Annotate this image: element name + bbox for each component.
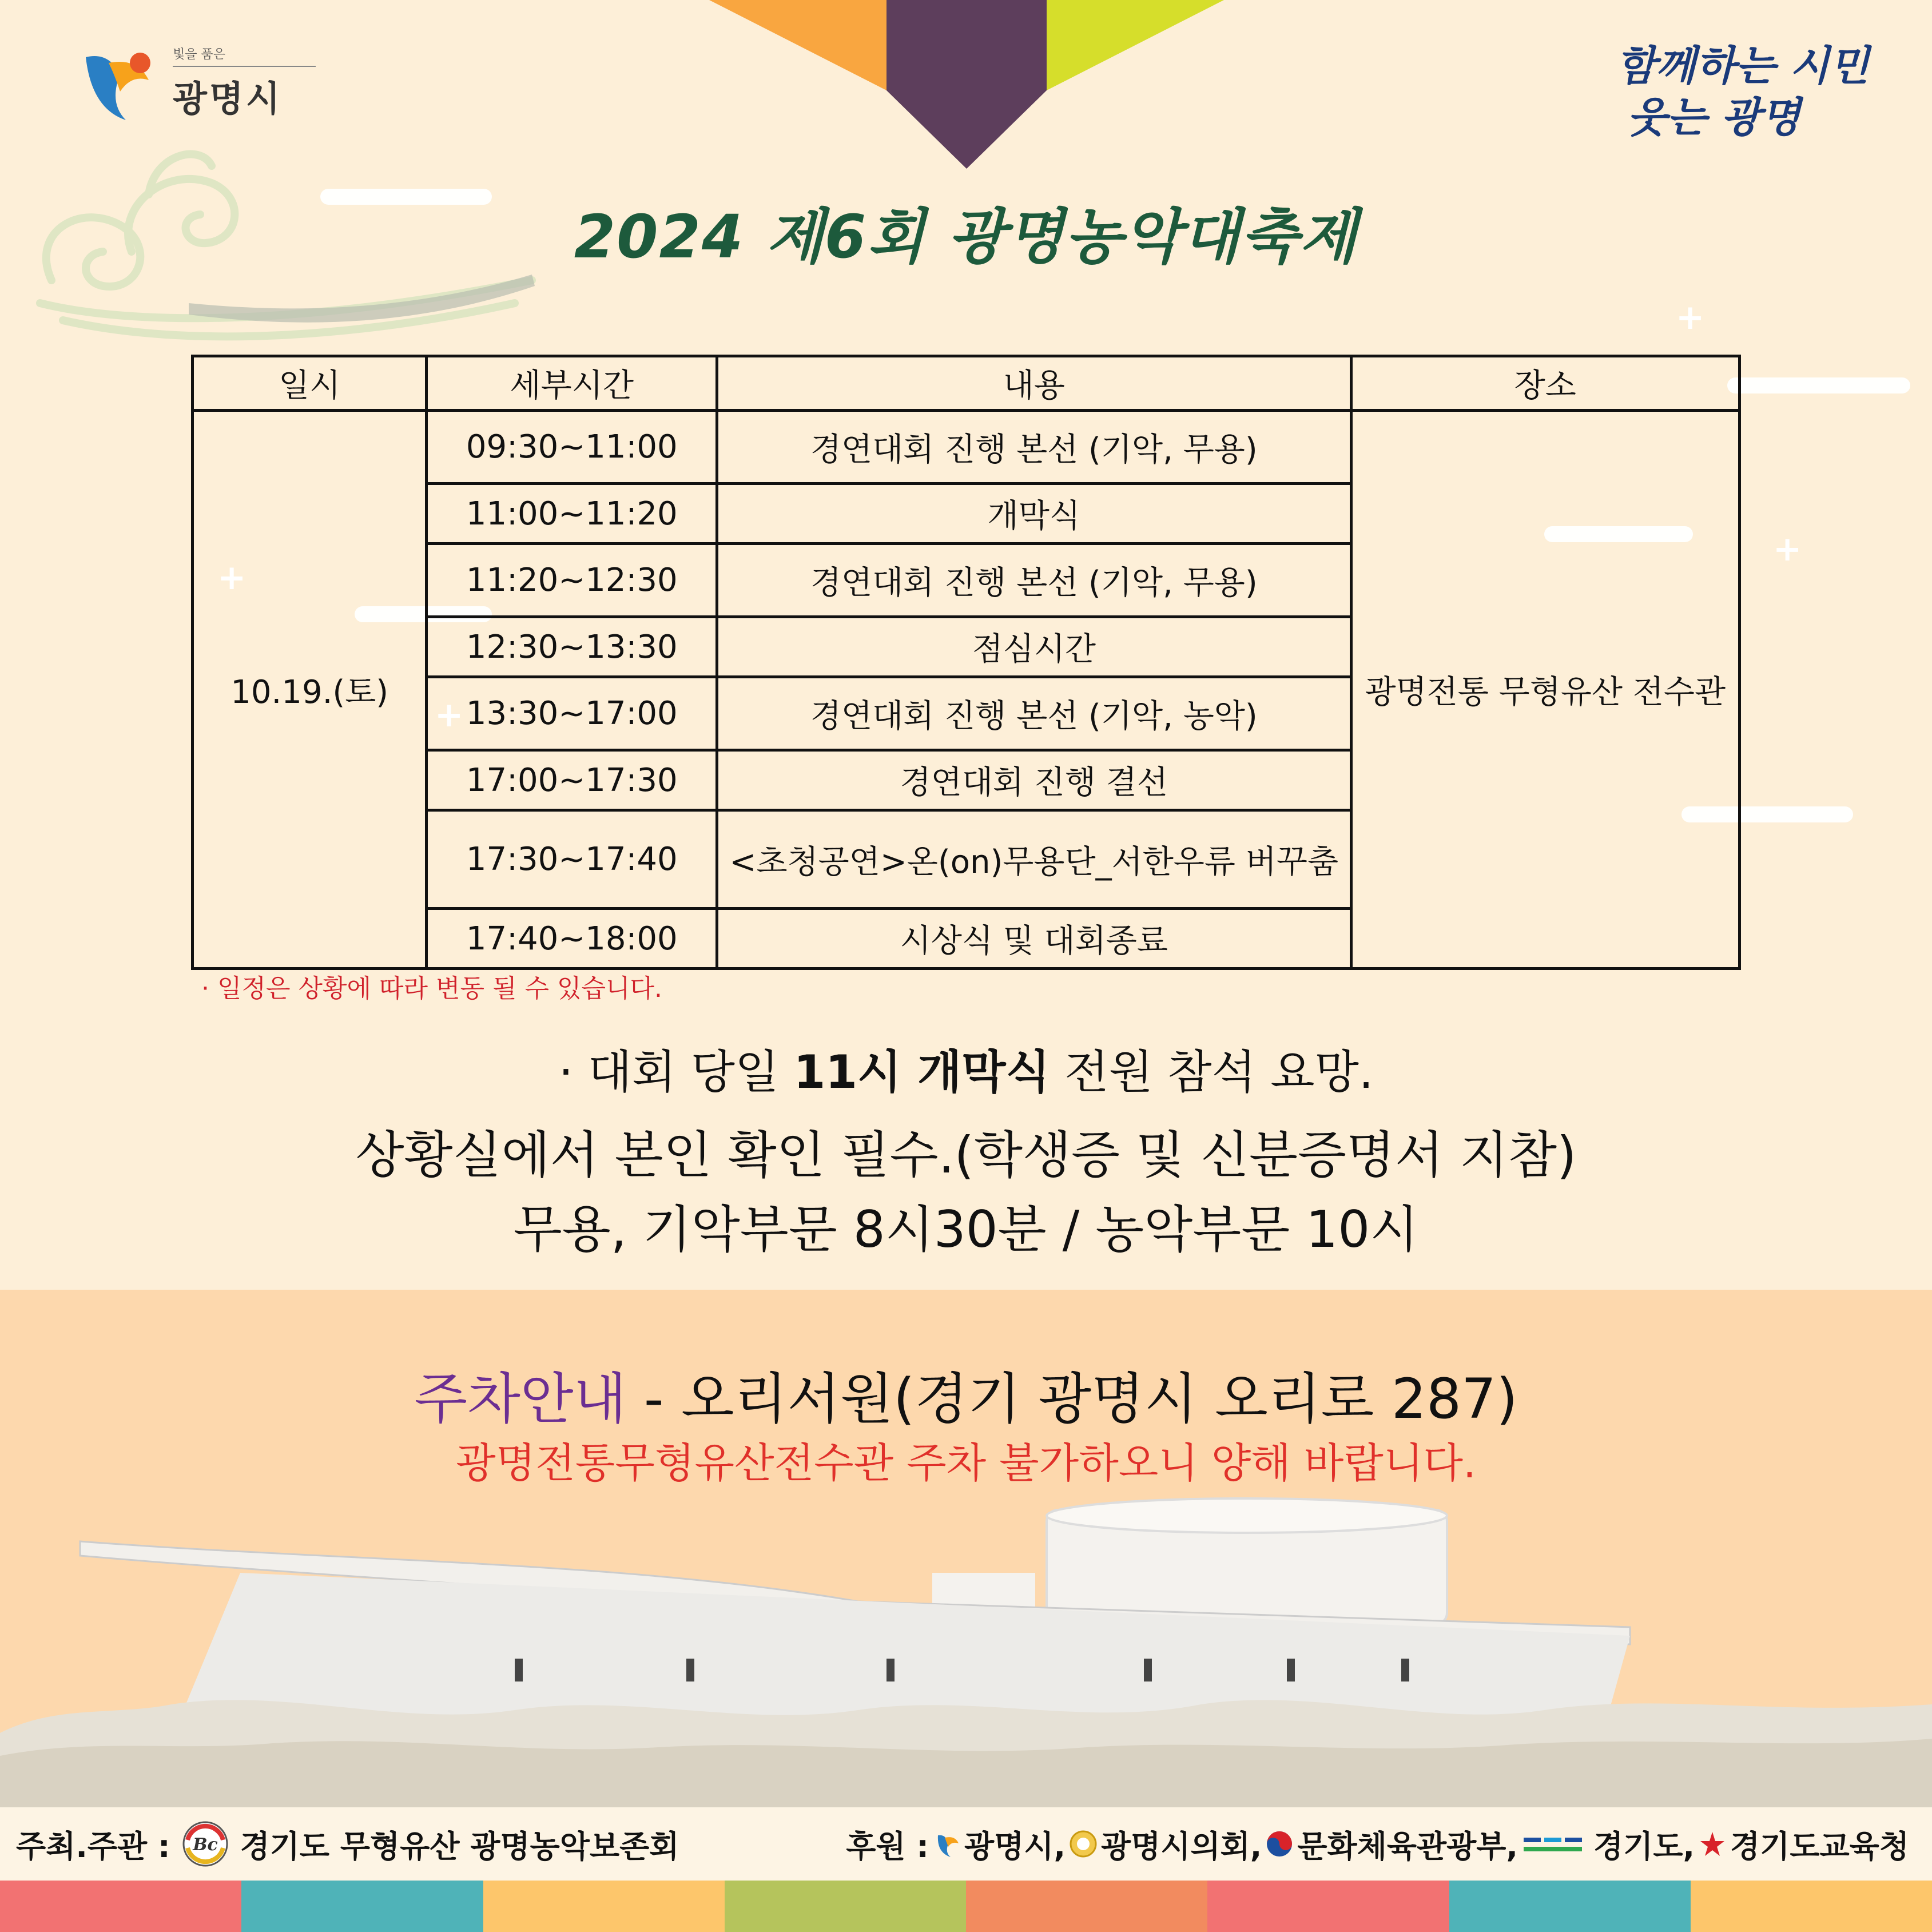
cell-time: 11:20~12:30 [427, 544, 717, 617]
notice-line1-post: 전원 참석 요망. [1050, 1045, 1374, 1099]
sparkle-icon: + [1773, 529, 1802, 569]
logo-name: 광명시 [173, 78, 283, 120]
city-council-emblem-icon [1069, 1830, 1098, 1858]
logo-tagline: 빛을 품은 [173, 45, 316, 67]
header-date: 일시 [193, 356, 427, 411]
color-stripes [0, 1881, 1932, 1932]
parking-warning: 광명전통무형유산전수관 주차 불가하오니 양해 바랍니다. [456, 1439, 1476, 1487]
sponsor-name: 문화체육관광부, [1297, 1828, 1518, 1865]
cell-venue: 광명전통 무형유산 전수관 [1351, 411, 1739, 969]
color-stripe [1691, 1881, 1932, 1932]
cell-content: 시상식 및 대회종료 [717, 909, 1351, 969]
cell-content: 경연대회 진행 본선 (기악, 무용) [717, 411, 1351, 484]
color-stripe [483, 1881, 725, 1932]
header-venue: 장소 [1351, 356, 1739, 411]
schedule-note: · 일정은 상황에 따라 변동 될 수 있습니다. [201, 974, 662, 1003]
banner-triangle [709, 0, 1224, 169]
preservation-society-emblem-icon [181, 1819, 230, 1869]
cell-content: <초청공연>온(on)무용단_서한우류 버꾸춤 [717, 810, 1351, 909]
cell-date: 10.19.(토) [193, 411, 427, 969]
sponsor-label: 후원 : [846, 1828, 929, 1865]
cell-time: 13:30~17:00 [427, 677, 717, 750]
sponsor-name: 경기도교육청 [1730, 1828, 1909, 1865]
sparkle-icon: + [1676, 297, 1705, 337]
color-stripe [1449, 1881, 1691, 1932]
slogan-line2: 웃는 광명 [1627, 93, 1800, 141]
svg-text:Bc: Bc [192, 1835, 218, 1855]
city-emblem-icon [74, 40, 160, 126]
cell-time: 17:30~17:40 [427, 810, 717, 909]
event-title: 2024 제6회 광명농악대축제 [574, 202, 1358, 272]
host-name: 경기도 무형유산 광명농악보존회 [240, 1828, 679, 1865]
header-time: 세부시간 [427, 356, 717, 411]
education-office-icon [1698, 1830, 1727, 1858]
sponsor-name: 경기도, [1593, 1828, 1695, 1865]
notice-line2: 상황실에서 본인 확인 필수.(학생증 및 신분증명서 지참) [355, 1126, 1577, 1184]
building-illustration [0, 1487, 1932, 1807]
color-stripe [0, 1881, 241, 1932]
cell-time: 17:00~17:30 [427, 750, 717, 810]
city-slogan [1616, 40, 1869, 143]
sparkle-icon: + [435, 695, 464, 735]
cell-time: 11:00~11:20 [427, 484, 717, 544]
cell-time: 12:30~13:30 [427, 617, 717, 677]
cell-content: 경연대회 진행 본선 (기악, 농악) [717, 677, 1351, 750]
table-header-row [193, 356, 1740, 411]
cell-content: 경연대회 진행 본선 (기악, 무용) [717, 544, 1351, 617]
cell-content: 개막식 [717, 484, 1351, 544]
sponsor-name: 광명시, [964, 1828, 1066, 1865]
sponsor-name: 광명시의회, [1100, 1828, 1262, 1865]
cell-time: 09:30~11:00 [427, 411, 717, 484]
table-row [193, 411, 1740, 484]
schedule-table [191, 355, 1741, 970]
notice-line1-bold: 11시 개막식 [793, 1045, 1050, 1099]
city-logo [74, 40, 316, 126]
footer-host [16, 1819, 679, 1869]
parking-text: - 오리서원(경기 광명시 오리로 287) [626, 1367, 1518, 1431]
header-content: 내용 [717, 356, 1351, 411]
cloud-decoration [1727, 377, 1910, 393]
slogan-line1: 함께하는 시민 [1616, 41, 1869, 90]
color-stripe [966, 1881, 1207, 1932]
parking-label: 주차안내 [414, 1367, 627, 1431]
cell-time: 17:40~18:00 [427, 909, 717, 969]
cell-content: 점심시간 [717, 617, 1351, 677]
footer-bar [0, 1807, 1932, 1881]
cell-content: 경연대회 진행 결선 [717, 750, 1351, 810]
footer-sponsors [846, 1822, 1909, 1866]
gwangmyeong-logo-icon [932, 1830, 961, 1858]
color-stripe [725, 1881, 966, 1932]
sparkle-icon: + [217, 558, 247, 598]
host-label: 주최.주관 : [16, 1828, 170, 1865]
gyeonggi-logo-icon [1521, 1830, 1590, 1858]
notice-line1-pre: · 대회 당일 [558, 1045, 794, 1099]
notice-line1 [0, 1035, 1932, 1101]
taegeuk-icon [1265, 1830, 1294, 1858]
notice-line3: 무용, 기악부문 8시30분 / 농악부문 10시 [513, 1200, 1419, 1259]
parking-info [0, 1355, 1932, 1434]
color-stripe [241, 1881, 483, 1932]
color-stripe [1207, 1881, 1449, 1932]
